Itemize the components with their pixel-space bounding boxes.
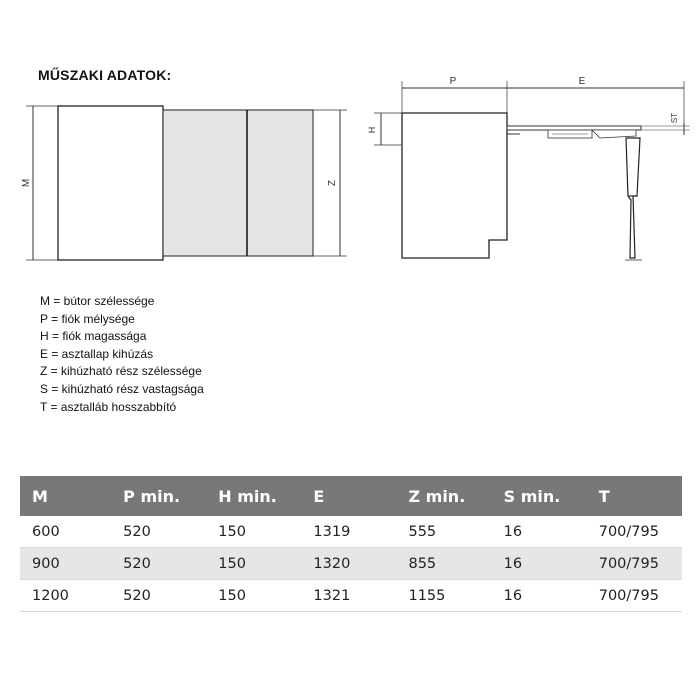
column-header: P min. [123,476,218,516]
column-header: H min. [218,476,313,516]
legend-item: H = fiók magassága [40,329,147,344]
table-cell: 150 [218,523,246,540]
table-cell: 700/795 [599,548,682,580]
table-cell: 1319 [313,523,351,540]
cabinet-side-profile [402,113,507,258]
column-header: S min. [504,476,599,516]
label-h: H [367,126,377,134]
table-cell: 1320 [313,548,408,580]
table-cell: 16 [503,523,523,540]
cabinet-body [58,106,163,260]
extension-panel-1 [163,110,247,256]
table-cell: 150 [218,548,313,580]
table-row [20,548,682,580]
table-cell: 16 [504,548,599,580]
table-cell: 555 [408,523,437,540]
extension-panel-2 [247,110,313,256]
table-cell: 900 [20,548,123,580]
label-m: M [21,178,32,188]
table-cell: 520 [123,523,151,540]
extended-tabletop [507,126,641,130]
table-cell: 700/795 [598,587,659,604]
label-p: P [449,76,457,87]
table-cell: 855 [408,548,503,580]
label-z: Z [327,179,338,187]
table-cell: 600 [32,523,60,540]
legend-item: T = asztalláb hosszabbító [40,399,177,414]
legend-item: Z = kihúzható rész szélessége [40,364,202,379]
table-leg [626,138,640,258]
legend [40,293,204,416]
table-cell: 1200 [32,587,69,604]
table-header-row [20,476,682,516]
table-cell: 1321 [313,587,351,604]
column-header: T [599,476,682,516]
column-header: M [20,476,123,516]
front-view [26,106,347,260]
table-cell: 16 [503,587,523,604]
table-cell: 520 [123,548,218,580]
side-view [374,81,690,260]
table-cell: 700/795 [598,523,659,540]
page-title: MŰSZAKI ADATOK: [38,67,172,83]
spec-table [20,476,682,612]
table-row [20,580,682,612]
legend-item: E = asztallap kihúzás [40,346,154,361]
table-cell: 150 [218,587,246,604]
legend-item: S = kihúzható rész vastagsága [40,381,204,396]
table-cell: 1155 [408,587,446,604]
legend-item: M = bútor szélessége [40,294,155,308]
table-cell: 520 [123,587,151,604]
legend-item: P = fiók mélysége [40,311,135,326]
column-header: Z min. [408,476,503,516]
column-header: E [313,476,408,516]
table-row [20,516,682,548]
label-st: ST [670,112,679,124]
label-e: E [578,76,586,87]
